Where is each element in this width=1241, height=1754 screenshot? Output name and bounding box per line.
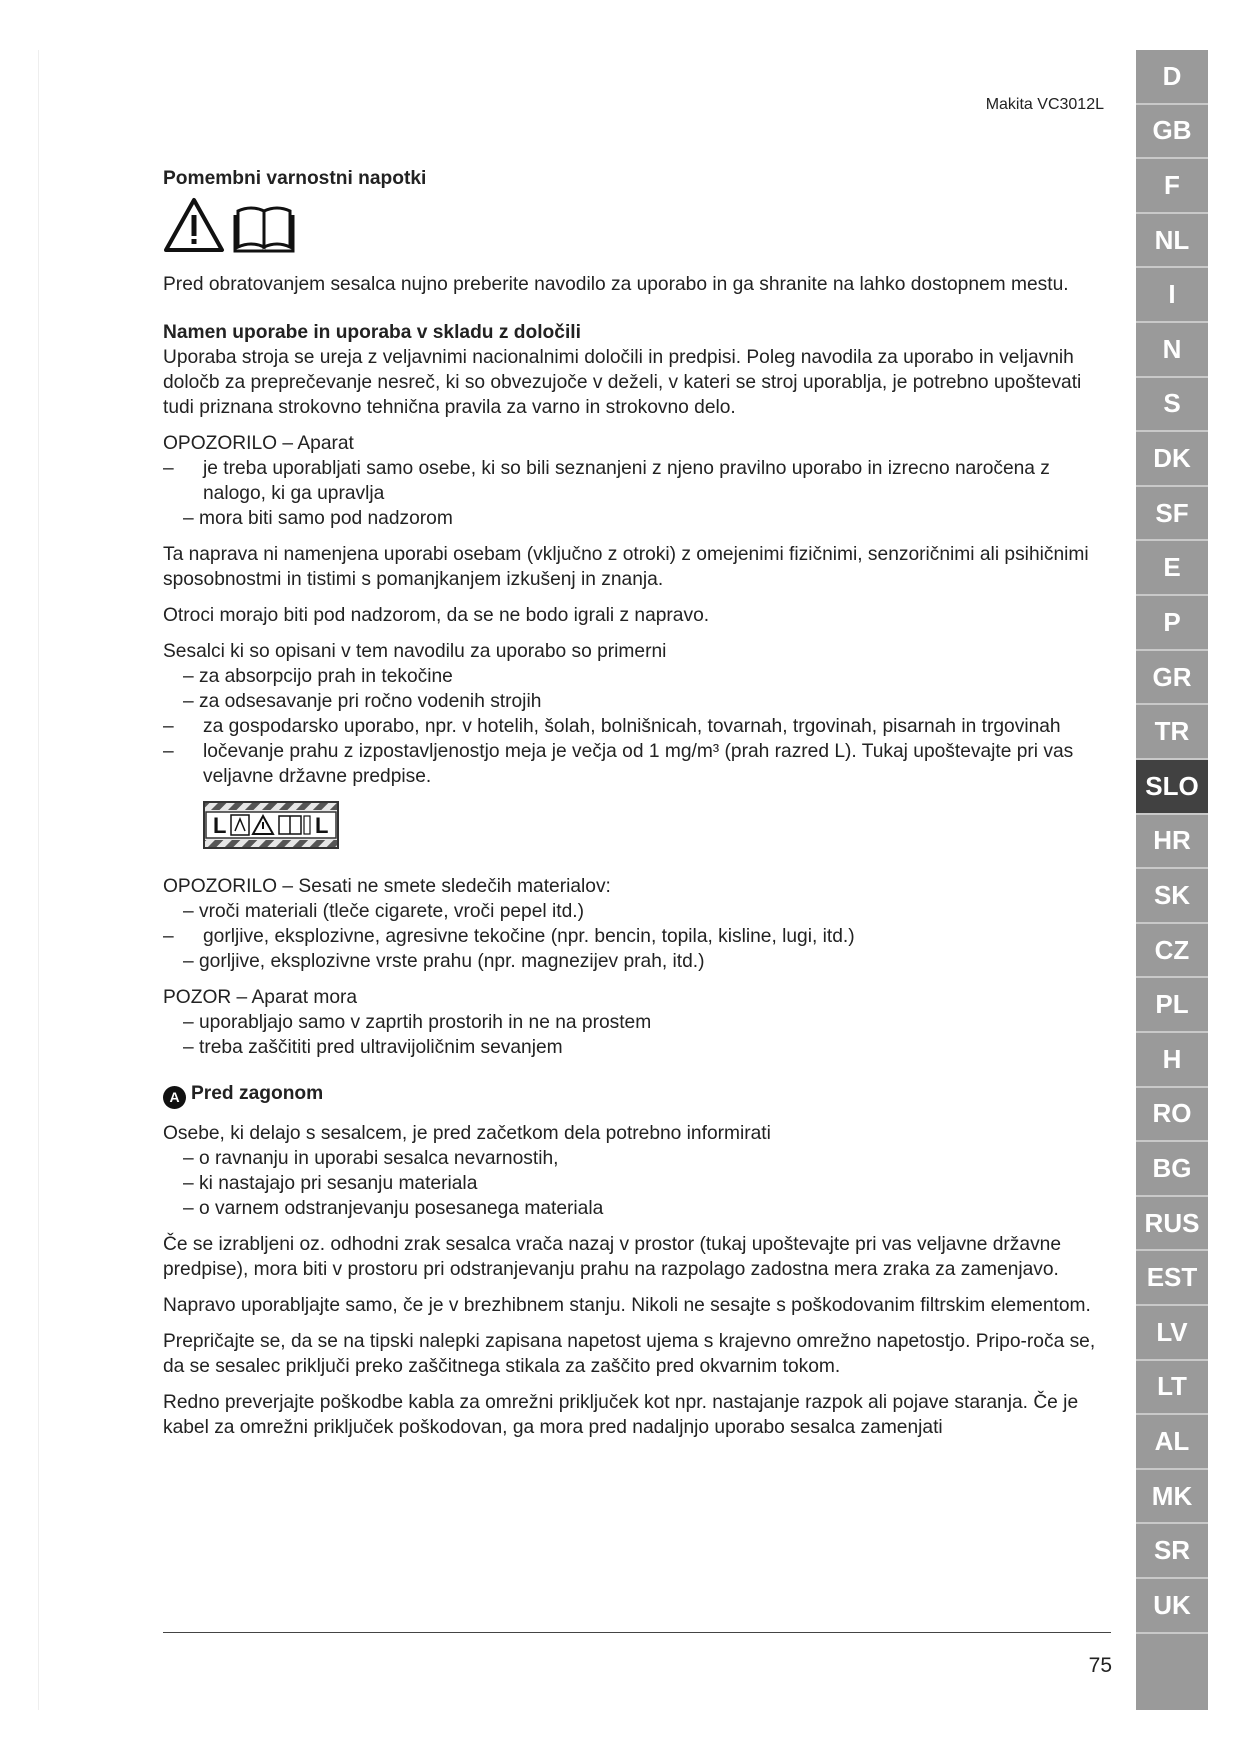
language-tab-lt[interactable]: LT: [1136, 1361, 1208, 1416]
heading-safety: Pomembni varnostni napotki: [163, 168, 427, 189]
language-tab-mk[interactable]: MK: [1136, 1470, 1208, 1525]
language-tab-cz[interactable]: CZ: [1136, 924, 1208, 979]
language-tab-n[interactable]: N: [1136, 323, 1208, 378]
list-item: – za gospodarsko uporabo, npr. v hotelih, šolah, bolnišnicah, tovarnah, trgovinah, pisarnah in trgovinah: [163, 716, 1061, 737]
heading-use: Namen uporabe in uporaba v skladu z določili: [163, 322, 581, 343]
warning-triangle-icon: [163, 197, 225, 253]
list-item: – gorljive, eksplozivne, agresivne tekočine (npr. bencin, topila, kisline, lugi, itd.): [163, 926, 855, 947]
start-intro: Osebe, ki delajo s sesalcem, je pred začetkom dela potrebno informirati: [163, 1123, 771, 1144]
caution-title: POZOR – Aparat mora: [163, 987, 358, 1008]
list-item: – uporabljajo samo v zaprtih prostorih in ne na prostem: [183, 1012, 652, 1033]
list-item: – vroči materiali (tleče cigarete, vroči pepel itd.): [183, 901, 584, 922]
page-edge: [38, 50, 39, 1710]
language-tabs: [1136, 50, 1208, 1710]
language-tab-s[interactable]: S: [1136, 378, 1208, 433]
intro-text: Pred obratovanjem sesalca nujno preberite navodilo za uporabo in ga shranite na lahko dostopnem mestu.: [163, 274, 1069, 295]
list-item: – za odsesavanje pri ročno vodenih strojih: [183, 691, 542, 712]
suitable-intro: Sesalci ki so opisani v tem navodilu za uporabo so primerni: [163, 641, 667, 662]
list-item: – za absorpcijo prah in tekočine: [183, 666, 453, 687]
language-tab-tr[interactable]: TR: [1136, 705, 1208, 760]
section-marker-icon: A: [163, 1086, 186, 1109]
list-item: – ločevanje prahu z izpostavljenostjo meja je večja od 1 mg/m³ (prah razred L). Tukaj upoštevajte pri vas veljavne državne predpise.: [163, 741, 1074, 787]
warning1-title: OPOZORILO – Aparat: [163, 433, 354, 454]
page-number: 75: [1088, 1654, 1112, 1677]
warning2-title: OPOZORILO – Sesati ne smete sledečih materialov:: [163, 876, 611, 897]
language-tab-ro[interactable]: RO: [1136, 1088, 1208, 1143]
language-tab-lv[interactable]: LV: [1136, 1306, 1208, 1361]
language-tab-gr[interactable]: GR: [1136, 651, 1208, 706]
cable-text: Redno preverjajte poškodbe kabla za omrežni priključek kot npr. nastajanje razpok ali pojave staranja. Če je kabel za omrežni priključek poškodovan, ga mora pred nadaljnjo uporabo sesalca zamenjati: [163, 1392, 1079, 1438]
list-item: – gorljive, eksplozivne vrste prahu (npr. magnezijev prah, itd.): [183, 951, 705, 972]
use-text: Uporaba stroja se ureja z veljavnimi nacionalnimi določili in predpisi. Poleg navodila za uporabo in veljavnih določb za preprečevanje nesreč, ki so obvezujoče v deželi, v kateri se stroj uporablja, je potrebno upoštevati tudi priznana strokovno tehnična pravila za varno in strokovno delo.: [163, 347, 1082, 418]
dust-class-right: L: [315, 813, 329, 838]
persons-text: Ta naprava ni namenjena uporabi osebam (vključno z otroki) z omejenimi fizičnimi, senzoričnimi ali psihičnimi sposobnostmi in tistimi s pomanjkanjem izkušenj in znanja.: [163, 544, 1089, 590]
language-tab-rus[interactable]: RUS: [1136, 1197, 1208, 1252]
list-item: – treba zaščititi pred ultravijoličnim sevanjem: [183, 1037, 563, 1058]
condition-text: Napravo uporabljajte samo, če je v brezhibnem stanju. Nikoli ne sesajte s poškodovanim filtrskim elementom.: [163, 1295, 1091, 1316]
language-tab-h[interactable]: H: [1136, 1033, 1208, 1088]
list-item: – o varnem odstranjevanju posesanega materiala: [183, 1198, 604, 1219]
language-tab-sf[interactable]: SF: [1136, 487, 1208, 542]
language-tab-sk[interactable]: SK: [1136, 869, 1208, 924]
language-tab-nl[interactable]: NL: [1136, 214, 1208, 269]
language-tab-slo[interactable]: SLO: [1136, 760, 1208, 815]
language-tab-pl[interactable]: PL: [1136, 978, 1208, 1033]
safety-icons: [163, 197, 1111, 255]
language-tab-al[interactable]: AL: [1136, 1415, 1208, 1470]
language-tab-gb[interactable]: GB: [1136, 105, 1208, 160]
language-tab-uk[interactable]: UK: [1136, 1579, 1208, 1634]
list-item: – ki nastajajo pri sesanju materiala: [183, 1173, 478, 1194]
language-tab-p[interactable]: P: [1136, 596, 1208, 651]
open-book-icon: [233, 203, 295, 253]
language-tab-d[interactable]: D: [1136, 50, 1208, 105]
dust-class-left: L: [213, 813, 227, 838]
language-tab-dk[interactable]: DK: [1136, 432, 1208, 487]
header-model: Makita VC3012L: [985, 96, 1104, 113]
language-tab-bg[interactable]: BG: [1136, 1142, 1208, 1197]
language-tab-f[interactable]: F: [1136, 159, 1208, 214]
language-tab-est[interactable]: EST: [1136, 1251, 1208, 1306]
main-content: [163, 166, 1111, 1451]
exhaust-text: Če se izrabljeni oz. odhodni zrak sesalca vrača nazaj v prostor (tukaj upoštevajte pri vas veljavne državne predpise), mora biti v prostoru pri odstranjevanju prahu na razpolago zadostna mera zraka za zamenjavo.: [163, 1234, 1061, 1280]
list-item: – mora biti samo pod nadzorom: [183, 508, 453, 529]
children-text: Otroci morajo biti pod nadzorom, da se ne bodo igrali z napravo.: [163, 605, 710, 626]
heading-start: A Pred zagonom: [163, 1081, 1111, 1109]
footer-divider: [163, 1632, 1111, 1633]
voltage-text: Prepričajte se, da se na tipski nalepki zapisana napetost ujema s krajevno omrežno napetostjo. Pripo-roča se, da se sesalec priključi preko zaščitnega stikala za zaščito pred okvarnim tokom.: [163, 1331, 1096, 1377]
language-tab-sr[interactable]: SR: [1136, 1524, 1208, 1579]
list-item: – je treba uporabljati samo osebe, ki so bili seznanjeni z njeno pravilno uporabo in izrecno naročena z nalogo, ki ga upravlja: [163, 458, 1050, 504]
language-tab-hr[interactable]: HR: [1136, 815, 1208, 870]
language-tab-e[interactable]: E: [1136, 541, 1208, 596]
dust-class-label: [203, 801, 1111, 856]
list-item: – o ravnanju in uporabi sesalca nevarnostih,: [183, 1148, 559, 1169]
language-tab-i[interactable]: I: [1136, 268, 1208, 323]
